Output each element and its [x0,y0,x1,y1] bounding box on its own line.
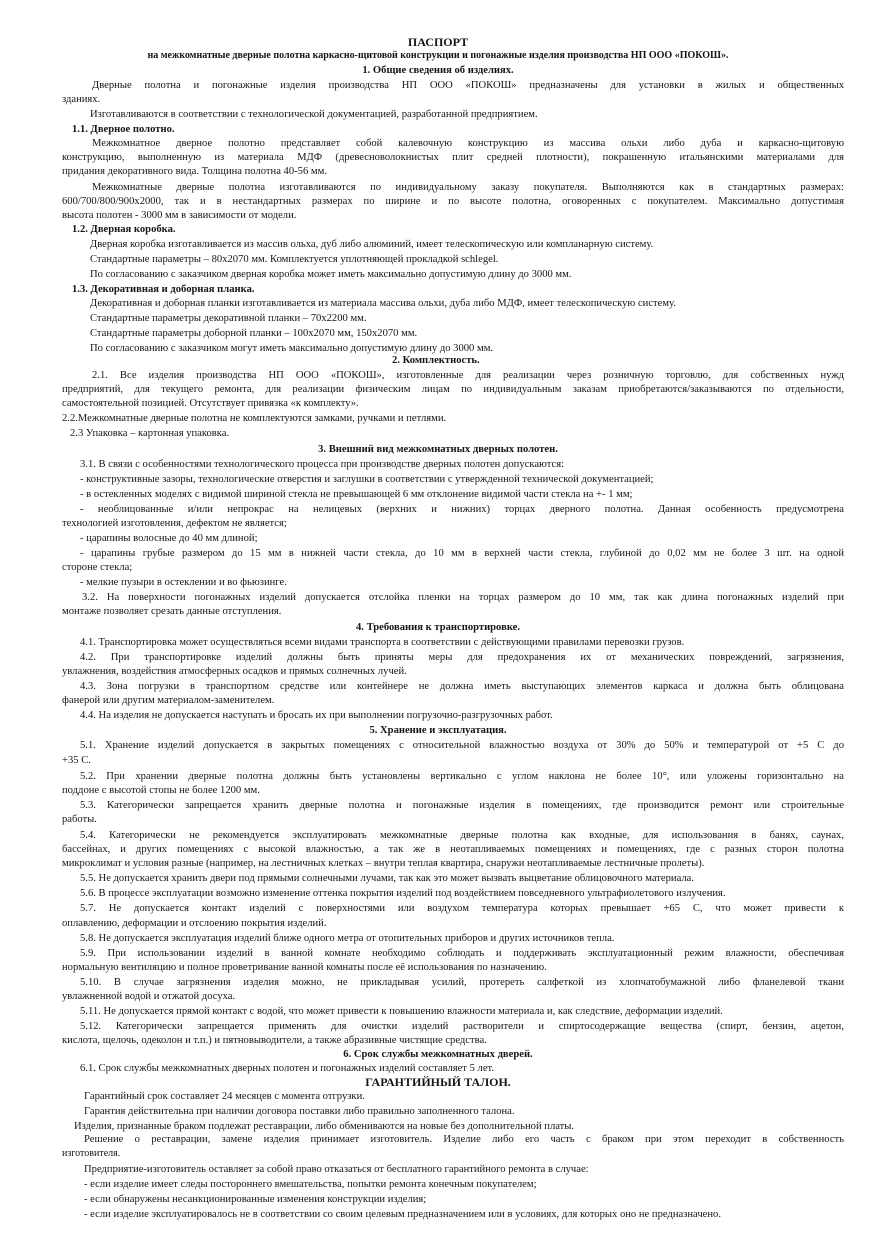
paragraph: Дверная коробка изготавливается из массив ольха, дуб либо алюминий, имеет телескопическую или компланарную систему. [90,239,654,250]
section-1-3-heading: 1.3. Декоративная и доборная планка. [72,284,255,295]
warranty-heading: ГАРАНТИЙНЫЙ ТАЛОН. [365,1074,511,1089]
paragraph: увлажненной водой и отжатой досуха. [62,990,236,1002]
paragraph: конструкцию, выполненную из материала МДФ (древесноволокнистых плит средней плотности), покрашенную итальянскими материалами для [62,151,844,163]
paragraph: Гарантия действительна при наличии договора поставки либо правильно заполненного талона. [84,1105,515,1117]
paragraph: бассейнах, и других помещениях с высокой влажностью, а так же в неотапливаемых помещениях и помещениях, где с разных сторон полотна [62,844,844,856]
paragraph: изготовителя. [62,1148,121,1159]
paragraph: 4.4. На изделия не допускается наступать и бросать их при выполнении погрузочно-разгрузочных работ. [80,710,553,722]
paragraph: Стандартные параметры декоративной планки – 70х2200 мм. [90,313,367,325]
paragraph: Изделия, признанные браком подлежат реставрации, либо обмениваются на новые без дополнительной платы. [74,1120,575,1132]
paragraph: кислота, щелочь, одеколон и т.п.) и пятновыводители, а также абразивные чистящие средства. [62,1034,487,1046]
paragraph: 6.1. Срок службы межкомнатных дверных полотен и погонажных изделий составляет 5 лет. [80,1062,495,1074]
paragraph: 3.2. На поверхности погонажных изделий допускается отслойка пленки на торцах размером до 10 мм, так как длина погонажных изделий при [82,592,844,604]
paragraph: монтаже позволяет срезать данные отступления. [62,606,282,618]
paragraph: оплавлению, деформации и отслоению покрытия изделий. [62,917,327,929]
paragraph: Изготавливаются в соответствии с технологической документацией, разработанной предприятием. [90,108,538,120]
section-3-heading: 3. Внешний вид межкомнатных дверных полотен. [318,444,558,456]
paragraph: Межкомнатные дверные полотна изготавливаются по индивидуальному заказу покупателя. Выполняются как в стандартных размерах: [92,181,844,193]
paragraph: поддоне с высотой стопы не более 1200 мм. [62,785,260,797]
list-item: - если изделие эксплуатировалось не в соответствии со своим целевым предназначением или в условиях, для которых оно не предназначено. [84,1209,721,1220]
section-1-2-heading: 1.2. Дверная коробка. [72,224,176,235]
paragraph: 2.2.Межкомнатные дверные полотна не комплектуются замками, ручками и петлями. [62,413,447,425]
paragraph: нормальную вентиляцию и полное проветривание ванной комнаты после её использования по назначению. [62,961,547,973]
paragraph: 5.6. В процессе эксплуатации возможно изменение оттенка покрытия изделий под воздействием повседневного ультрафиолетового излучения. [80,888,726,900]
paragraph: высота полотен - 3000 мм в зависимости от модели. [62,210,297,221]
paragraph: микроклимат и условия разные (например, на лестничных клетках – внутри теплая квартира, снаружи неотапливаемые лестничные пролеты). [62,858,705,870]
paragraph: 600/700/800/900х2000, так и в нестандартных размерах по ширине и по высоте полотна, оговоренных с покупателем. Максимально допустимая [62,195,844,207]
paragraph: Предприятие-изготовитель оставляет за собой право отказаться от бесплатного гарантийного ремонта в случае: [84,1164,589,1175]
paragraph: 3.1. В связи с особенностями технологического процесса при производстве дверных полотен допускаются: [80,459,565,471]
paragraph: 5.12. Категорически запрещается применять для очистки изделий растворители и спиртосодержащие вещества (спирт, бензин, ацетон, [80,1020,844,1032]
paragraph: технологией изготовления, дефектом не является; [62,518,287,530]
paragraph: Межкомнатное дверное полотно представляет собой калевочную конструкцию из массива ольхи либо дуба и каркасно-щитовую [92,137,844,149]
paragraph: 5.4. Категорически не рекомендуется эксплуатировать межкомнатные дверные полотна как входные, для использования в банях, саунах, [80,830,844,842]
paragraph: 2.3 Упаковка – картонная упаковка. [70,428,230,440]
paragraph: фанерой или другим материалом-заменителем. [62,695,275,707]
paragraph: стороне стекла; [62,562,133,574]
paragraph: 4.3. Зона погрузки в транспортном средстве или контейнере не должна иметь выступающих элементов каркаса и должна быть облицована [80,681,844,693]
paragraph: 4.2. При транспортировке изделий должны быть приняты меры для предохранения их от механических повреждений, загрязнения, [80,652,844,664]
paragraph: 5.9. При использовании изделий в ванной комнате необходимо соблюдать и поддерживать эксплуатационный режим влажности, обеспечивая [80,947,844,959]
paragraph: 5.2. При хранении дверные полотна должны быть установлены вертикально с углом наклона не более 10°, или уложены горизонтально на [80,771,844,783]
paragraph: 5.7. Не допускается контакт изделий с поверхностями или воздухом температура которых превышает +65 С, что может привести к [80,903,844,915]
paragraph: 5.5. Не допускается хранить двери под прямыми солнечными лучами, так как это может вызвать выцветание облицовочного материала. [80,873,695,885]
paragraph: - царапины грубые размером до 15 мм в нижней части стекла, до 10 мм в верхней части стекла, глубиной до 0,02 мм не более 3 шт. на одной [80,548,844,560]
paragraph: 5.1. Хранение изделий допускается в закрытых помещениях с относительной влажностью воздуха от 30% до 50% и температурой от +5 С до [80,740,844,752]
list-item: - если обнаружены несанкционированные изменения конструкции изделия; [84,1194,427,1205]
paragraph: Дверные полотна и погонажные изделия производства НП ООО «ПОКОШ» предназначены для установки в жилых и общественных [92,79,844,91]
paragraph: придания декоративного вида. Толщина полотна 40-56 мм. [62,165,327,177]
paragraph: 5.3. Категорически запрещается хранить дверные полотна и погонажные изделия в помещениях, где производится ремонт или строительные [80,800,844,812]
document-title: ПАСПОРТ [407,34,469,49]
section-5-heading: 5. Хранение и эксплуатация. [369,725,507,737]
paragraph: По согласованию с заказчиком могут иметь максимально допустимую длину до 3000 мм. [90,343,494,354]
document-subtitle: на межкомнатные дверные полотна каркасно-щитовой конструкции и погонажные изделия производства НП ООО «ПОКОШ». [147,49,729,61]
paragraph: Декоративная и доборная планки изготавливается из материала массива ольхи, дуба либо МДФ, имеет телескопическую систему. [90,298,676,310]
paragraph: - конструктивные зазоры, технологические отверстия и заглушки в соответствии с утвержденной технической документацией; [80,474,654,486]
paragraph: Решение о реставрации, замене изделия принимает изготовитель. Изделие либо его часть с браком при этом переходит в собственность [84,1134,844,1145]
paragraph: По согласованию с заказчиком дверная коробка может иметь максимально допустимую длину до 3000 мм. [90,269,572,280]
paragraph: работы. [62,814,97,826]
paragraph: самостоятельной позицией. Отсутствует привязка «к комплекту». [62,398,359,410]
paragraph: зданиях. [62,93,101,105]
list-item: - если изделие имеет следы постороннего вмешательства, попытки ремонта конечным покупателем; [84,1179,537,1190]
paragraph: Стандартные параметры доборной планки – 100х2070 мм, 150х2070 мм. [90,328,418,339]
paragraph: - необлицованные и/или непрокрас на нелицевых (верхних и нижних) торцах дверного полотна. Данная особенность предусмотрена [80,504,844,516]
paragraph: - мелкие пузыри в остеклении и во фьюзинге. [80,577,287,589]
section-1-heading: 1. Общие сведения об изделиях. [362,64,514,76]
paragraph: Гарантийный срок составляет 24 месяцев с момента отгрузки. [84,1090,365,1102]
paragraph: - царапины волосные до 40 мм длиной; [80,533,258,545]
section-1-1-heading: 1.1. Дверное полотно. [72,123,175,135]
paragraph: 2.1. Все изделия производства НП ООО «ПОКОШ», изготовленные для реализации через розничную торговлю, для собственных нужд [92,370,844,382]
section-6-heading: 6. Срок службы межкомнатных дверей. [343,1048,533,1060]
paragraph: 5.8. Не допускается эксплуатация изделий ближе одного метра от отопительных приборов и других источников тепла. [80,932,615,944]
paragraph: +35 С. [62,755,91,767]
paragraph: - в остекленных моделях с видимой шириной стекла не превышающей 6 мм отклонение видимой части стекла на +- 1 мм; [80,489,633,501]
paragraph: увлажнения, воздействия атмосферных осадков и прямых солнечных лучей. [62,666,407,678]
section-2-heading: 2. Комплектность. [392,355,480,367]
paragraph: 5.10. В случае загрязнения изделия можно, не прикладывая усилий, протереть салфеткой из хлопчатобумажной либо фланелевой ткани [80,976,844,988]
paragraph: 5.11. Не допускается прямой контакт с водой, что может привести к повышению влажности материала и, как следствие, деформации изделий. [80,1005,723,1017]
paragraph: предприятий, для текущего ремонта, для реализации физическим лицам по индивидуальным заказам приобретаются/заказываются по отдельности, [62,384,844,396]
section-4-heading: 4. Требования к транспортировке. [355,622,521,634]
paragraph: 4.1. Транспортировка может осуществляться всеми видами транспорта в соответствии с действующими правилами перевозки грузов. [80,637,685,649]
paragraph: Стандартные параметры – 80х2070 мм. Комплектуется уплотняющей прокладкой schlegel. [90,254,499,265]
